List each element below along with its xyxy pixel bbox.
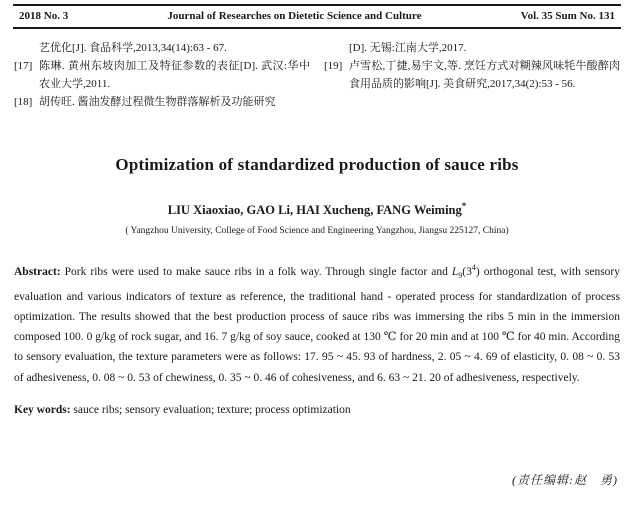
references-section bbox=[14, 39, 620, 111]
header-volume: Vol. 35 Sum No. 131 bbox=[520, 10, 615, 22]
abstract-text-2: orthogonal test, with sensory evaluation and various indicators of texture as reference, the traditional hand - operated process for standardization of process optimization. The results showed that the best production process of sauce ribs was immersing the ribs 5 min in the immersion composed 100. 0 g/kg of rock sugar, and 16. 7 g/kg of soy sauce, cooked at 130 ℃ for 20 min and at 100 ℃ for 40 min. According to sensory evaluation, the texture parameters were as follows: 17. 95 ~ 45. 93 of hardness, 2. 05 ~ 4. 69 of elasticity, 0. 08 ~ 0. 53 of adhesiveness, 0. 08 ~ 0. 53 of chewiness, 0. 35 ~ 0. 46 of cohesiveness, and 6. 63 ~ 21. 20 of adhesiveness, respectively. bbox=[14, 265, 621, 384]
reference-entry bbox=[14, 93, 310, 111]
reference-entry bbox=[14, 39, 310, 57]
reference-number: [19] bbox=[324, 60, 343, 72]
reference-text: 陈琳. 黄州东坡肉加工及特征参数的表征[D]. 武汉:华中农业大学,2011. bbox=[39, 60, 310, 90]
reference-entry bbox=[324, 39, 620, 57]
abstract-paragraph bbox=[14, 258, 620, 388]
keywords-label: Key words: bbox=[14, 404, 71, 417]
corresponding-author-marker: * bbox=[461, 201, 467, 211]
managing-editor-note: (责任编辑:赵 勇) bbox=[512, 473, 618, 487]
running-head bbox=[13, 4, 621, 29]
keywords-text: sauce ribs; sensory evaluation; texture; process optimization bbox=[70, 404, 351, 417]
abstract-label: Abstract: bbox=[14, 265, 61, 278]
orthogonal-array-superscript: 4 bbox=[471, 263, 476, 273]
article-title: Optimization of standardized production of sauce ribs bbox=[115, 155, 519, 174]
reference-text: [D]. 无锡:江南大学,2017. bbox=[349, 42, 467, 54]
orthogonal-array-symbol: L bbox=[451, 265, 459, 278]
reference-entry bbox=[324, 57, 620, 93]
orthogonal-array-subscript: 9 bbox=[458, 271, 463, 281]
reference-text: 艺优化[J]. 食品科学,2013,34(14):63 - 67. bbox=[39, 42, 227, 54]
references-right-column bbox=[324, 39, 620, 111]
orthogonal-array-open: (3 bbox=[462, 265, 472, 278]
header-issue: 2018 No. 3 bbox=[19, 10, 69, 22]
reference-text: 胡传旺. 酱油发酵过程微生物群落解析及功能研究 bbox=[39, 96, 276, 108]
keywords-line bbox=[14, 400, 620, 420]
header-journal-title: Journal of Researches on Dietetic Science and Culture bbox=[167, 10, 422, 22]
reference-entry bbox=[14, 57, 310, 93]
authors-line bbox=[0, 201, 634, 218]
abstract-text-1: Pork ribs were used to make sauce ribs in a folk way. Through single factor and bbox=[60, 265, 452, 278]
reference-number: [17] bbox=[14, 60, 33, 72]
orthogonal-array-close: ) bbox=[475, 265, 480, 278]
affiliation-line: ( Yangzhou University, College of Food Science and Engineering Yangzhou, Jiangsu 225127, China) bbox=[125, 226, 509, 237]
references-left-column bbox=[14, 39, 310, 111]
reference-number: [18] bbox=[14, 96, 33, 108]
author-names: LIU Xiaoxiao, GAO Li, HAI Xucheng, FANG Weiming bbox=[167, 203, 462, 218]
reference-text: 卢雪松,丁捷,易宇文,等. 烹饪方式对糊辣风味牦牛酸醉肉食用品质的影响[J]. 美食研究,2017,34(2):53 - 56. bbox=[349, 60, 620, 90]
